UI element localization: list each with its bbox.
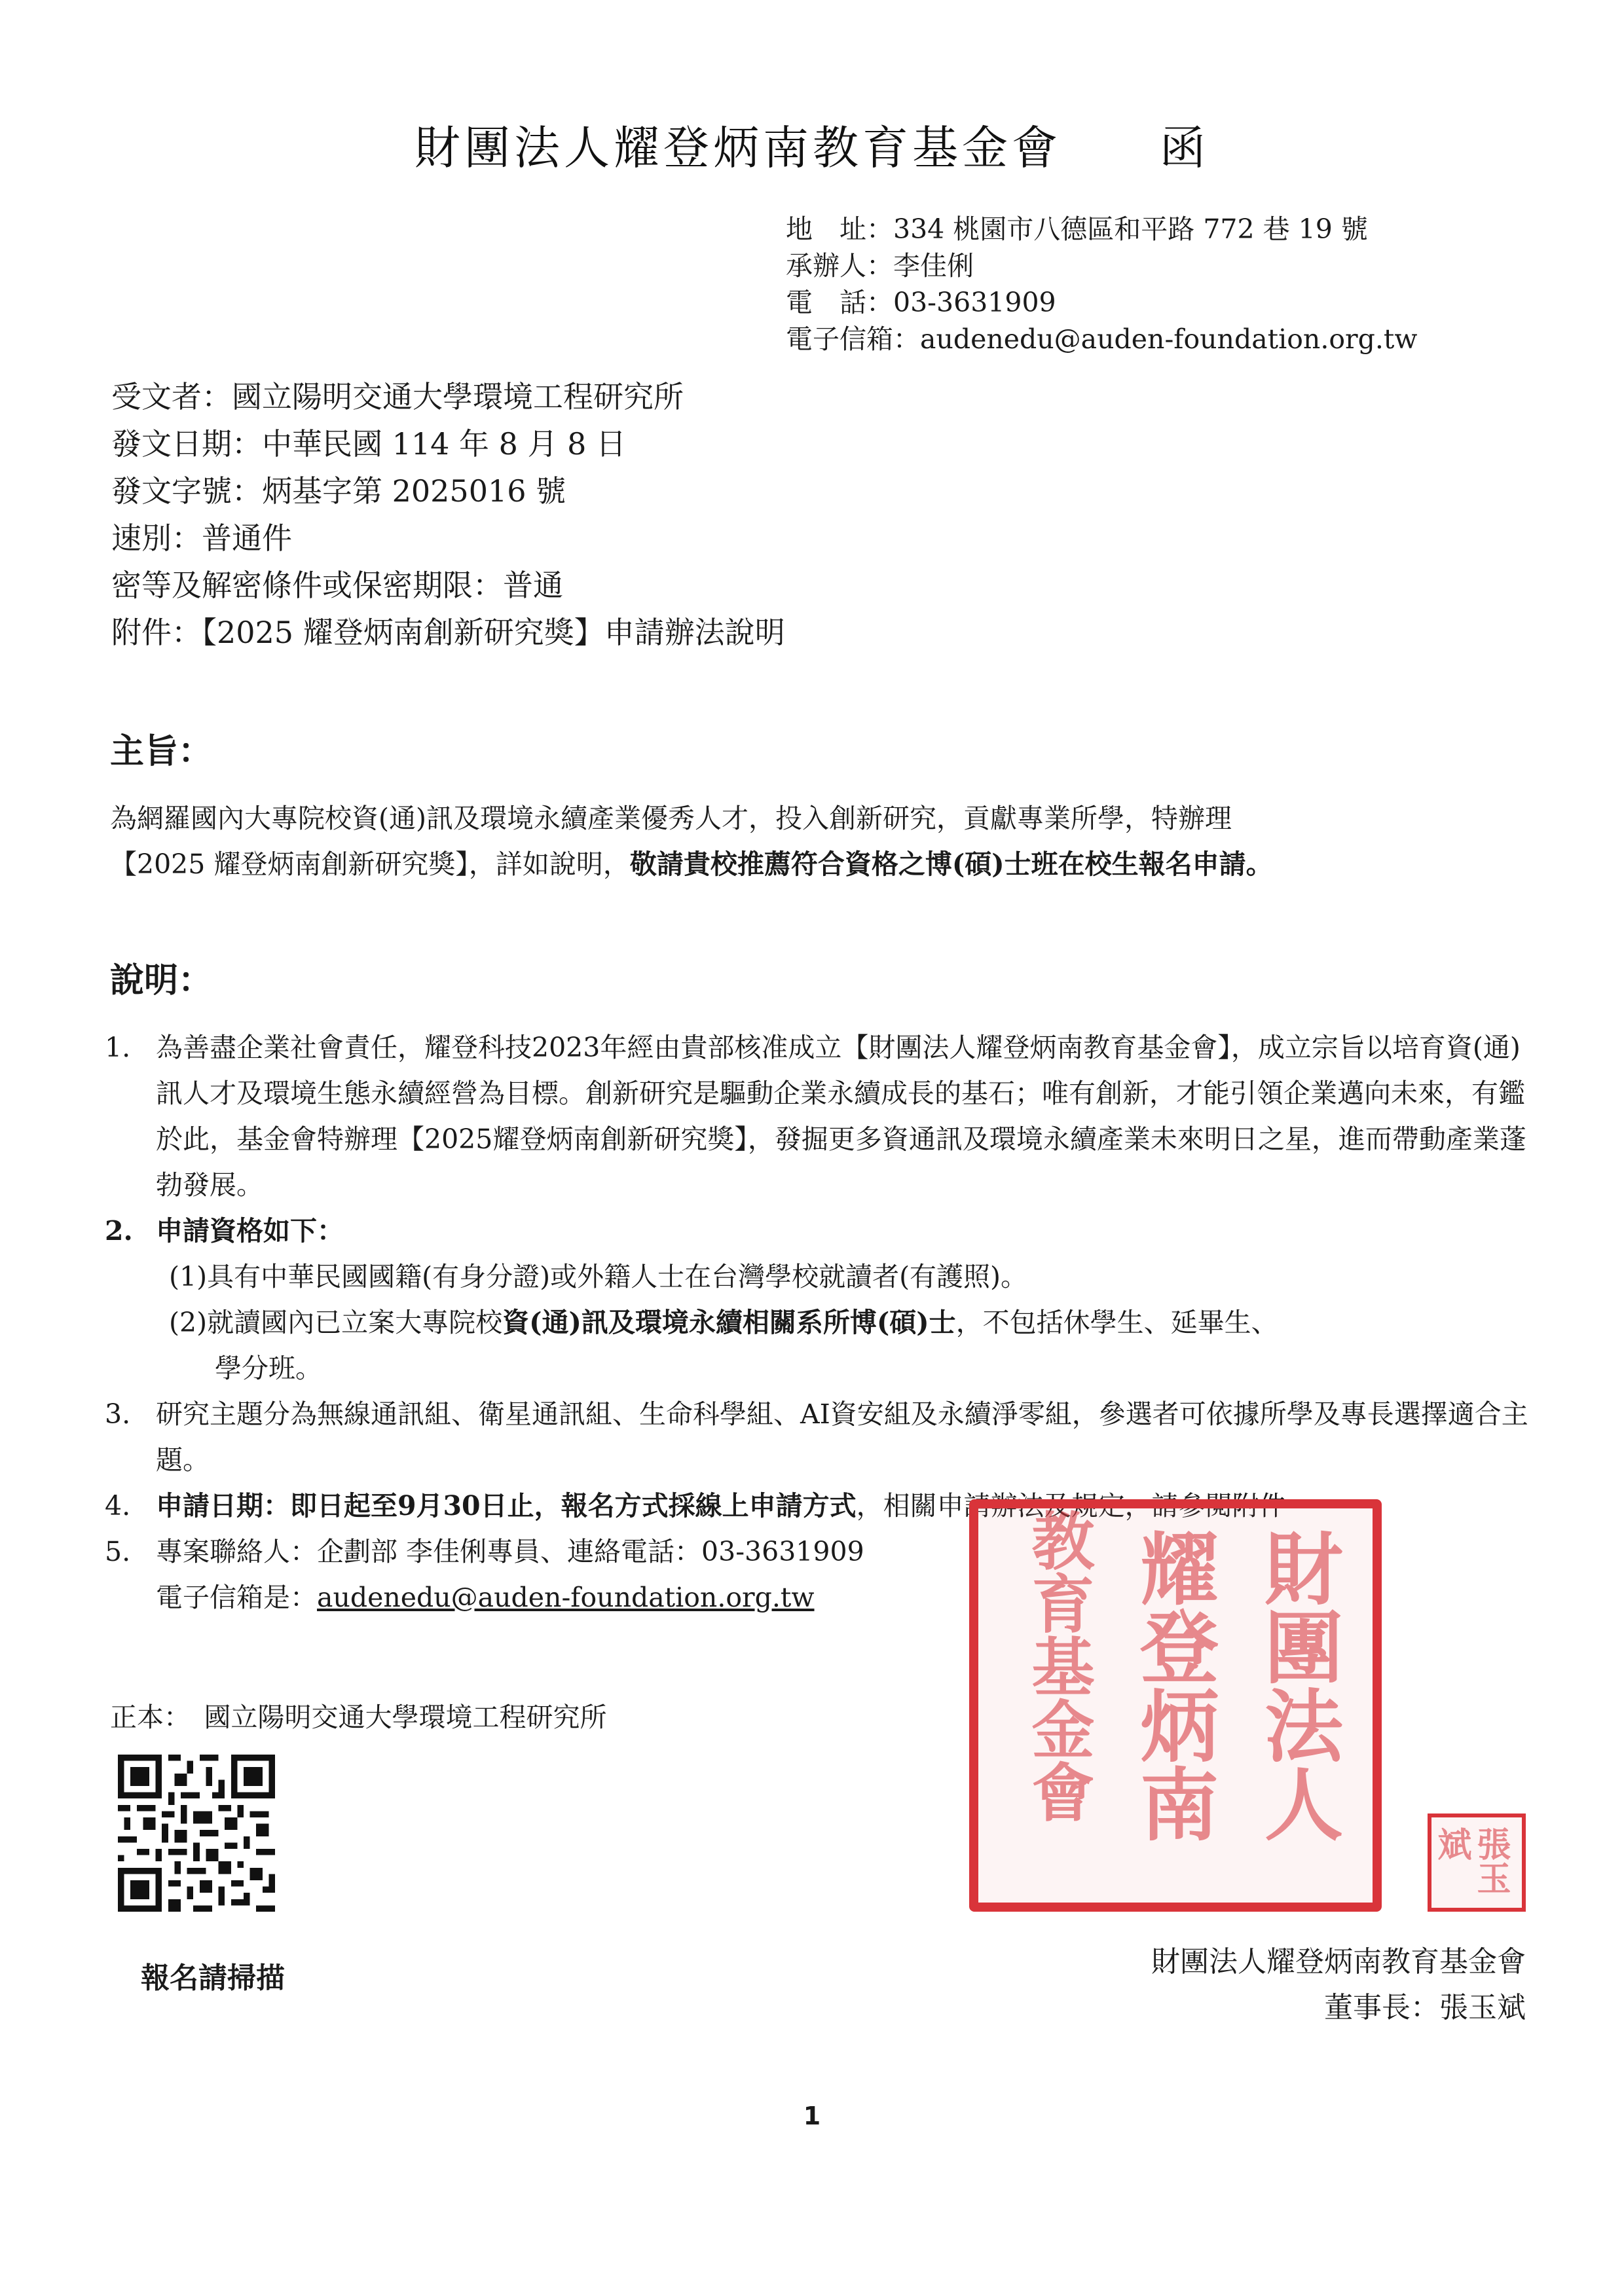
item-number: 4. — [105, 1490, 131, 1522]
subject-paragraph — [110, 795, 1524, 887]
document-meta — [111, 373, 785, 656]
sender-address: 地 址：334 桃園市八德區和平路 772 巷 19 號 — [786, 213, 1368, 245]
copy-to: 正本： 國立陽明交通大學環境工程研究所 — [110, 1702, 607, 1733]
seal-text-2: 耀登炳南 — [1127, 1528, 1219, 1842]
sender-phone: 電 話：03-3631909 — [786, 287, 1056, 318]
chairman-seal-text: 張玉斌 — [1431, 1827, 1511, 1895]
meta-attachment: 附件：【2025 耀登炳南創新研究獎】申請辦法說明 — [111, 615, 785, 650]
item-text: 為善盡企業社會責任，耀登科技2023年經由貴部核准成立【財團法人耀登炳南教育基金會】，成立宗旨以培育資(通)訊人才及環境生態永續經營為目標。創新研究是驅動企業永續成長的基石；唯有創新，才能引領企業邁向未來，有鑑於此，基金會特辦理【2025耀登炳南創新研究獎】，發掘更多資通訊及環境永續產業未來明日之星，進而帶動產業蓬勃發展。 — [156, 1032, 1526, 1201]
email-label: 電子信箱是： — [156, 1582, 317, 1613]
subject-heading: 主旨： — [110, 731, 213, 771]
item-number: 1. — [105, 1032, 131, 1063]
foundation-name: 財團法人耀登炳南教育基金會 — [415, 121, 1061, 175]
meta-recipient: 受文者：國立陽明交通大學環境工程研究所 — [111, 379, 684, 414]
signature-org: 財團法人耀登炳南教育基金會 — [1151, 1945, 1526, 1978]
eligibility-sub-2-cont: 學分班。 — [215, 1353, 322, 1384]
letter-title — [0, 111, 1624, 177]
email-link[interactable]: audenedu@auden-foundation.org.tw — [317, 1582, 815, 1613]
eligibility-sub-2 — [105, 1300, 1545, 1391]
qr-caption: 報名請掃描 — [141, 1961, 285, 1995]
explanation-heading: 說明： — [110, 960, 213, 1000]
item-number: 5. — [105, 1536, 131, 1567]
sender-email: 電子信箱：audenedu@auden-foundation.org.tw — [786, 323, 1418, 355]
seal-text-3: 教育基金會 — [1022, 1508, 1096, 1823]
chairman-seal — [1428, 1813, 1526, 1912]
subject-line-1: 為網羅國內大專院校資(通)訊及環境永續產業優秀人才，投入創新研究，貢獻專業所學，特辦理 — [110, 803, 1232, 834]
item-number: 3. — [105, 1398, 131, 1430]
subject-line-2-text: 【2025 耀登炳南創新研究獎】，詳如說明， — [110, 848, 630, 880]
document-kind: 函 — [1160, 121, 1209, 175]
list-item — [105, 1391, 1545, 1483]
sender-handler: 承辦人：李佳俐 — [786, 250, 974, 282]
list-item — [105, 1025, 1545, 1208]
item-4-rest: ，相關申請辦法及規定，請參閱附件 — [856, 1490, 1286, 1522]
item-4-bold: 申請日期：即日起至9月30日止，報名方式採線上申請方式 — [156, 1490, 857, 1522]
item-number: 2. — [105, 1215, 133, 1247]
page-number: 1 — [803, 2102, 821, 2130]
subject-line-2 — [110, 841, 1524, 887]
meta-doc-number: 發文字號：炳基字第 2025016 號 — [111, 473, 566, 509]
eligibility-sub-1: (1)具有中華民國國籍(有身分證)或外籍人士在台灣學校就讀者(有護照)。 — [169, 1261, 1028, 1292]
meta-speed: 速別：普通件 — [111, 520, 292, 556]
item-text: 研究主題分為無線通訊組、衛星通訊組、生命科學組、AI資安組及永續淨零組，參選者可依據所學及專長選擇適合主題。 — [156, 1398, 1528, 1476]
sender-info — [786, 211, 1418, 357]
item-text: 申請資格如下： — [156, 1215, 344, 1247]
eligibility-sub-2-c: ，不包括休學生、延畢生、 — [955, 1307, 1278, 1338]
seal-text-1: 財團法人 — [1251, 1528, 1344, 1842]
official-seal — [969, 1499, 1382, 1912]
meta-secrecy: 密等及解密條件或保密期限：普通 — [111, 568, 563, 603]
signature-chairman: 董事長：張玉斌 — [1324, 1991, 1526, 2024]
subject-request: 敬請貴校推薦符合資格之博(碩)士班在校生報名申請。 — [629, 848, 1273, 880]
eligibility-sub-2-a: (2)就讀國內已立案大專院校 — [169, 1307, 503, 1338]
qr-code-icon[interactable] — [118, 1755, 275, 1912]
meta-date: 發文日期：中華民國 114 年 8 月 8 日 — [111, 426, 627, 462]
contact-line: 專案聯絡人：企劃部 李佳俐專員、連絡電話：03-3631909 — [156, 1536, 864, 1567]
list-item — [105, 1208, 1545, 1254]
eligibility-sub-2-b: 資(通)訊及環境永續相關系所博(碩)士 — [502, 1307, 956, 1338]
